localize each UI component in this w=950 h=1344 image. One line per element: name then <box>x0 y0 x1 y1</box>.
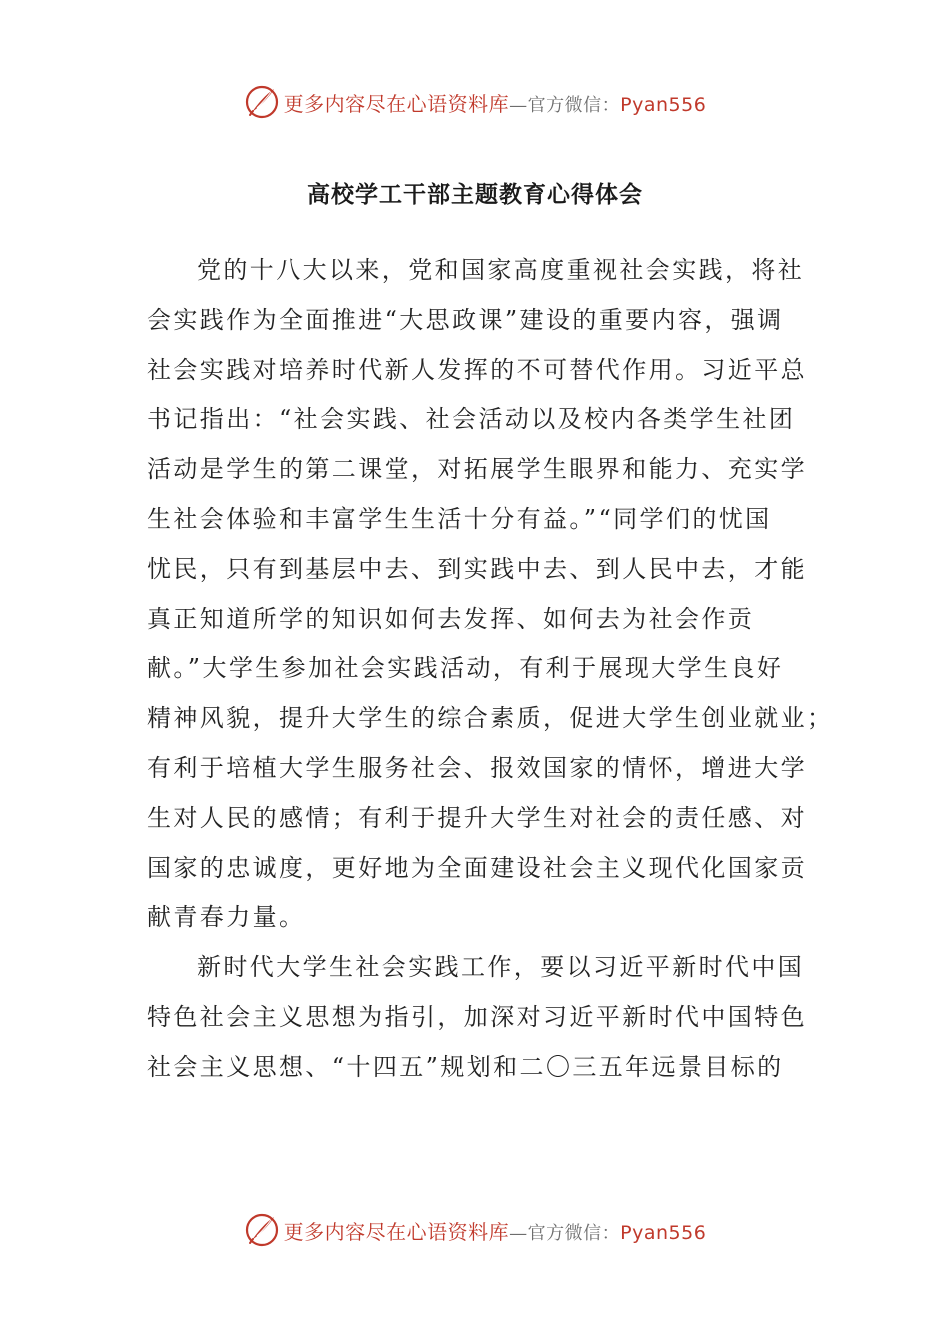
header-banner-wechat: Pyan556 <box>620 93 707 116</box>
footer-banner-text <box>284 1216 707 1245</box>
paragraph-line: 活动是学生的第二课堂，对拓展学生眼界和能力、充实学 <box>147 455 807 484</box>
paragraph-line: 国家的忠诚度，更好地为全面建设社会主义现代化国家贡 <box>147 853 807 882</box>
paragraph-line: 生对人民的感情；有利于提升大学生对社会的责任感、对 <box>147 803 807 832</box>
header-banner-separator: — <box>509 94 528 116</box>
header-banner <box>0 80 950 124</box>
paragraph-line: 忧民，只有到基层中去、到实践中去、到人民中去，才能 <box>147 554 807 583</box>
paragraph-line: 献青春力量。 <box>147 903 306 932</box>
paragraph-line: 有利于培植大学生服务社会、报效国家的情怀，增进大学 <box>147 753 807 782</box>
paragraph-line: 精神风貌，提升大学生的综合素质，促进大学生创业就业； <box>147 704 834 733</box>
footer-banner <box>0 1208 950 1252</box>
paragraph-line: 党的十八大以来，党和国家高度重视社会实践，将社 <box>197 256 805 284</box>
paragraph-line: 书记指出：“社会实践、社会活动以及校内各类学生社团 <box>147 405 796 434</box>
footer-banner-separator: — <box>509 1222 528 1244</box>
paragraph-line: 献。”大学生参加社会实践活动，有利于展现大学生良好 <box>147 654 784 683</box>
paragraph-line: 社会实践对培养时代新人发挥的不可替代作用。习近平总 <box>147 355 807 384</box>
footer-banner-middle: 官方微信： <box>527 1222 621 1244</box>
paragraph-line: 会实践作为全面推进“大思政课”建设的重要内容，强调 <box>147 305 784 334</box>
paragraph-line: 新时代大学生社会实践工作，要以习近平新时代中国 <box>197 953 805 982</box>
quill-pen-logo-icon <box>244 1212 280 1248</box>
header-banner-text <box>284 88 707 117</box>
footer-banner-wechat: Pyan556 <box>620 1221 707 1244</box>
header-banner-middle: 官方微信： <box>527 94 621 116</box>
paragraph-line: 生社会体验和丰富学生生活十分有益。”“同学们的忧国 <box>147 504 772 533</box>
paragraph-line: 真正知道所学的知识如何去发挥、如何去为社会作贡 <box>147 604 755 633</box>
quill-pen-logo-icon <box>244 84 280 120</box>
paragraph-line: 特色社会主义思想为指引，加深对习近平新时代中国特色 <box>147 1002 807 1031</box>
paragraph-line: 社会主义思想、“十四五”规划和二〇三五年远景目标的 <box>147 1052 784 1081</box>
header-banner-prefix: 更多内容尽在心语资料库 <box>283 91 510 116</box>
footer-banner-prefix: 更多内容尽在心语资料库 <box>283 1219 510 1244</box>
document-body <box>147 246 834 1093</box>
document-title: 高校学工干部主题教育心得体会 <box>307 181 643 208</box>
